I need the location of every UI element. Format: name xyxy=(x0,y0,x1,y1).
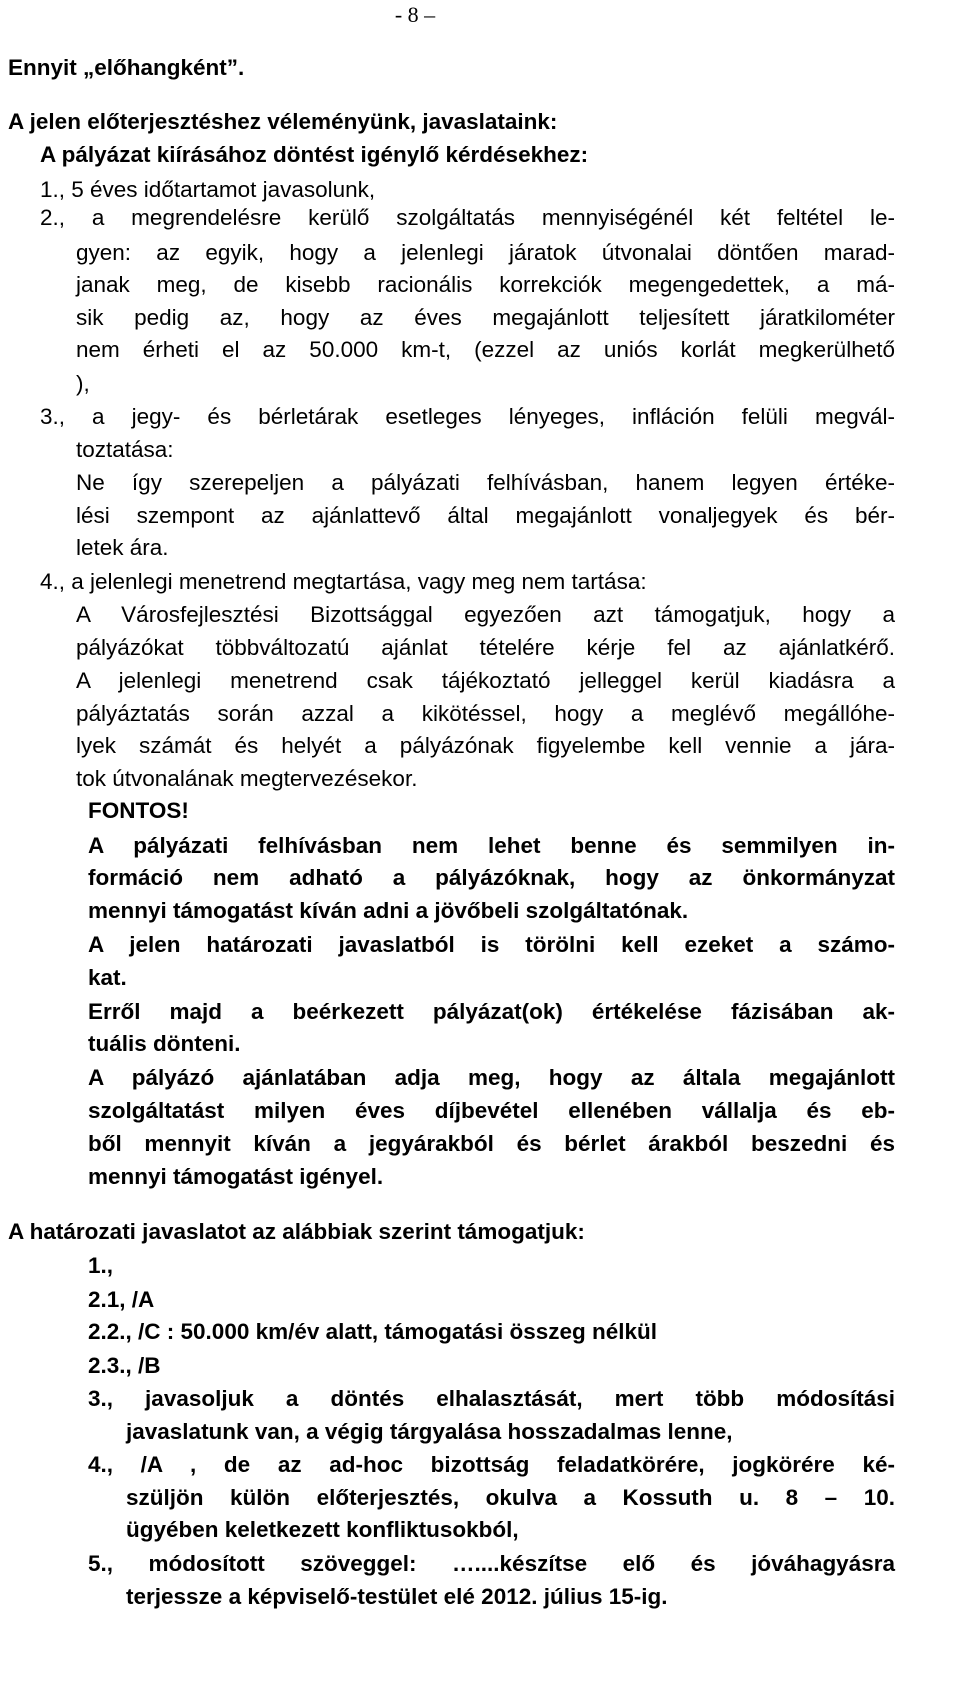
opinion-item-1: 1., 5 éves időtartamot javasolunk, xyxy=(40,177,376,202)
important-para-4-line: szolgáltatást milyen éves díjbevétel ellenében vállalja és eb- xyxy=(88,1098,895,1123)
opinion-item-4-answer-line: A Városfejlesztési Bizottsággal egyezően azt támogatjuk, hogy a xyxy=(76,602,895,627)
opinion-item-4-answer-line: pályázókat többváltozatú ajánlat tételére kérje fel az ajánlatkérő. xyxy=(76,635,895,660)
support-item: 2.1, /A xyxy=(88,1287,155,1312)
important-para-2-line: kat. xyxy=(88,965,127,990)
important-label: FONTOS! xyxy=(88,798,189,823)
support-item-5-line: terjessze a képviselő-testület elé 2012. július 15-ig. xyxy=(126,1584,668,1609)
opinion-item-2-line: 2., a megrendelésre kerülő szolgáltatás mennyiségénél két feltétel le- xyxy=(40,205,895,230)
important-para-4-line: mennyi támogatást igényel. xyxy=(88,1164,384,1189)
closing-line: Ennyit „előhangként”. xyxy=(8,55,245,80)
opinion-item-2-line: janak meg, de kisebb racionális korrekciók megengedettek, a má- xyxy=(76,272,895,297)
support-item-3-line: javaslatunk van, a végig tárgyalása hosszadalmas lenne, xyxy=(126,1419,733,1444)
important-para-1-line: mennyi támogatást kíván adni a jövőbeli szolgáltatónak. xyxy=(88,898,689,923)
opinion-item-4-answer-line: A jelenlegi menetrend csak tájékoztató jelleggel kerül kiadásra a xyxy=(76,668,895,693)
important-para-4-line: ből mennyit kíván a jegyárakból és bérlet árakból beszedni és xyxy=(88,1131,895,1156)
opinion-item-4-answer-line: pályáztatás során azzal a kikötéssel, hogy a meglévő megállóhe- xyxy=(76,701,895,726)
support-item: 1., xyxy=(88,1253,114,1278)
support-item-4-line: szüljön külön előterjesztés, okulva a Kossuth u. 8 – 10. xyxy=(126,1485,895,1510)
opinion-item-3-line: 3., a jegy- és bérletárak esetleges lényeges, infláción felüli megvál- xyxy=(40,404,895,429)
opinion-item-3-line: toztatása: xyxy=(76,437,174,462)
opinion-item-2-line: sik pedig az, hogy az éves megajánlott teljesített járatkilométer xyxy=(76,305,895,330)
support-item-3-line: 3., javasoljuk a döntés elhalasztását, mert több módosítási xyxy=(88,1386,895,1411)
important-para-1-line: formáció nem adható a pályázóknak, hogy az önkormányzat xyxy=(88,865,895,890)
support-item-4-line: 4., /A , de az ad-hoc bizottság feladatkörére, jogkörére ké- xyxy=(88,1452,895,1477)
opinion-heading: A jelen előterjesztéshez véleményünk, javaslataink: xyxy=(8,109,558,134)
important-para-3-line: tuális dönteni. xyxy=(88,1031,241,1056)
opinion-item-3-answer-line: Ne így szerepeljen a pályázati felhívásban, hanem legyen értéke- xyxy=(76,470,895,495)
support-heading: A határozati javaslatot az alábbiak szerint támogatjuk: xyxy=(8,1219,585,1244)
important-para-3-line: Erről majd a beérkezett pályázat(ok) értékelése fázisában ak- xyxy=(88,999,895,1024)
opinion-item-4-answer-line: lyek számát és helyét a pályázónak figyelembe kell vennie a jára- xyxy=(76,733,895,758)
important-para-2-line: A jelen határozati javaslatból is törölni kell ezeket a számo- xyxy=(88,932,895,957)
support-item: 2.2., /C : 50.000 km/év alatt, támogatási összeg nélkül xyxy=(88,1319,657,1344)
important-para-1-line: A pályázati felhívásban nem lehet benne és semmilyen in- xyxy=(88,833,895,858)
page-number: - 8 – xyxy=(394,2,436,27)
important-para-4-line: A pályázó ajánlatában adja meg, hogy az általa megajánlott xyxy=(88,1065,895,1090)
opinion-item-3-answer-line: letek ára. xyxy=(76,535,169,560)
opinion-item-2-line: ), xyxy=(76,371,90,396)
opinion-item-4: 4., a jelenlegi menetrend megtartása, vagy meg nem tartása: xyxy=(40,569,647,594)
support-item-4-line: ügyében keletkezett konfliktusokból, xyxy=(126,1517,519,1542)
opinion-subheading: A pályázat kiírásához döntést igénylő kérdésekhez: xyxy=(40,142,589,167)
opinion-item-2-line: nem érheti el az 50.000 km-t, (ezzel az uniós korlát megkerülhető xyxy=(76,337,895,362)
support-item-5-line: 5., módosított szöveggel: …....készítse elő és jóváhagyásra xyxy=(88,1551,895,1576)
support-item: 2.3., /B xyxy=(88,1353,161,1378)
opinion-item-2-line: gyen: az egyik, hogy a jelenlegi járatok útvonalai döntően marad- xyxy=(76,240,895,265)
opinion-item-4-answer-line: tok útvonalának megtervezésekor. xyxy=(76,766,418,791)
opinion-item-3-answer-line: lési szempont az ajánlattevő által megajánlott vonaljegyek és bér- xyxy=(76,503,895,528)
